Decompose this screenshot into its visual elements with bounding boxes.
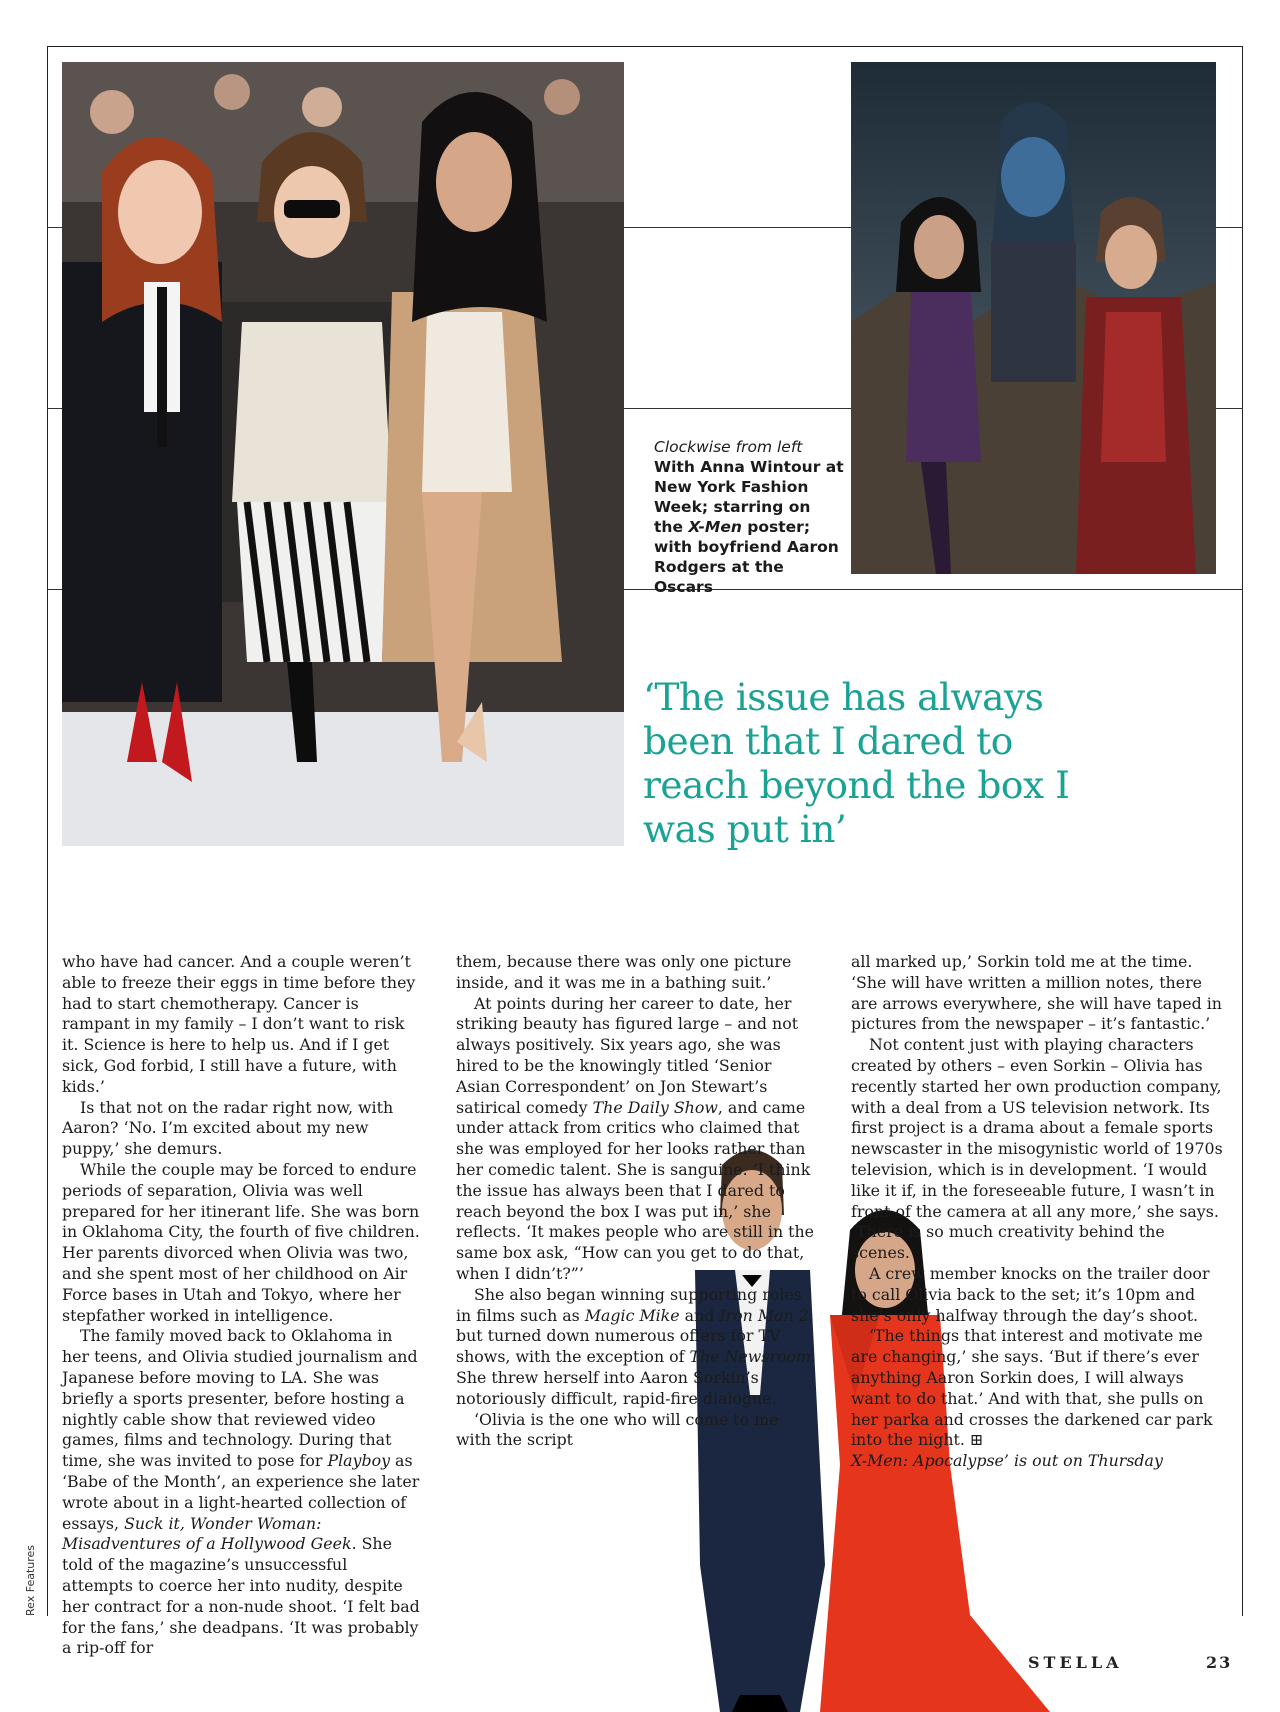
article-paragraph [62, 1098, 422, 1160]
italic-text: X-Men: Apocalypse [851, 1451, 1004, 1471]
paragraph-text: . She threw herself into Aaron Sorkin’s notoriously difficult, rapid-fire dialogue. [456, 1347, 816, 1408]
italic-text: Iron Man 2 [719, 1305, 809, 1325]
page-number: 23 [1206, 1653, 1233, 1672]
article-paragraph [851, 1035, 1223, 1264]
paragraph-text: A crew member knocks on the trailer door to call Olivia back to the set; it’s 10pm and she’s only halfway through the day’s shoot. [851, 1263, 1210, 1325]
paragraph-text: and [679, 1305, 720, 1325]
article-paragraph [456, 994, 816, 1285]
article-paragraph [851, 1451, 1223, 1472]
paragraph-text: , and came under attack from critics who claimed that she was employed for her looks rather than her comedic talent. She is sanguine. ‘I think the issue has always been that I dared to reach beyond the box I was put in,’ she reflects. ‘It makes people who are still in the same box ask, “How can you get to do that, when I didn’t?”’ [456, 1097, 815, 1283]
paragraph-text: , but turned down numerous offers for TV shows, with the exception of [456, 1305, 814, 1367]
article-paragraph [851, 1264, 1223, 1326]
italic-text: Playboy [327, 1451, 391, 1471]
article-column-2 [456, 952, 816, 1451]
paragraph-text: Not content just with playing characters created by others – even Sorkin – Olivia has recently started her own production company, with a deal from a US television network. Its first project is a drama about a female sports newscaster in the misogynistic world of 1970s television, which is in development. ‘I would like it if, in the foreseeable future, I wasn’t in front of the camera at all any more,’ she says. ‘There is so much creativity behind the scenes.’ [851, 1035, 1223, 1263]
italic-text: The Newsroom [689, 1347, 811, 1367]
photo-credit: Rex Features [24, 1544, 37, 1616]
article-paragraph [456, 1285, 816, 1410]
paragraph-text: While the couple may be forced to endure periods of separation, Olivia was well prepared for her itinerant life. She was born in Oklahoma City, the fourth of five children. Her parents divorced when Olivia was two, and she spent most of her childhood on Air Force bases in Utah and Tokyo, where her stepfather worked in intelligence. [62, 1159, 420, 1325]
xmen-poster-photo [851, 62, 1216, 574]
paragraph-text: She also began winning supporting roles in films such as [456, 1284, 802, 1325]
italic-text: Magic Mike [584, 1305, 680, 1325]
paragraph-text: At points during her career to date, her striking beauty has figured large – and not always positively. Six years ago, she was hired to be the knowingly titled ‘Senior Asian Correspondent’ on Jon Stewart’s satirical comedy [456, 993, 799, 1117]
article-paragraph [851, 952, 1223, 1035]
paragraph-text: them, because there was only one picture inside, and it was me in a bathing suit.’ [456, 952, 792, 992]
article-column-3 [851, 952, 1223, 1472]
article-paragraph [456, 1410, 816, 1452]
caption-lead: Clockwise from left [654, 438, 803, 456]
italic-text: Suck it, Wonder Woman: Misadventures of a Hollywood Geek [62, 1513, 352, 1554]
italic-text: The Daily Show [592, 1097, 718, 1117]
caption-body [654, 458, 844, 596]
article-paragraph [851, 1326, 1223, 1451]
article-paragraph [62, 952, 422, 1098]
paragraph-text: all marked up,’ Sorkin told me at the time. ‘She will have written a million notes, there are arrows everywhere, she will have taped in pictures from the newspaper – it’s fantastic.’ [851, 952, 1222, 1034]
paragraph-text: Is that not on the radar right now, with Aaron? ‘No. I’m excited about my new puppy,’ she demurs. [62, 1097, 394, 1159]
photo-caption [654, 437, 844, 597]
article-paragraph [456, 952, 816, 994]
article-column-1 [62, 952, 422, 1659]
paragraph-text: who have had cancer. And a couple weren’t able to freeze their eggs in time before they had to start chemotherapy. Cancer is rampant in my family – I don’t want to risk it. Science is here to help us. And if I get sick, God forbid, I still have a future, with kids.’ [62, 952, 416, 1096]
caption-italic: X-Men [688, 518, 742, 536]
paragraph-text: The family moved back to Oklahoma in her teens, and Olivia studied journalism and Japanese before moving to LA. She was briefly a sports presenter, before hosting a nightly cable show that reviewed video games, films and technology. During that time, she was invited to pose for [62, 1326, 418, 1471]
paragraph-text: as ‘Babe of the Month’, an experience she later wrote about in a light-hearted collection of essays, [62, 1451, 420, 1533]
caption-text: With Anna Wintour at New York Fashion Week; starring on the [654, 458, 844, 536]
paragraph-text: . She told of the magazine’s unsuccessful attempts to coerce her into nudity, despite her contract for a non-nude shoot. ‘I felt bad for the fans,’ she deadpans. ‘It was probably a rip-off for [62, 1534, 420, 1658]
article-paragraph [62, 1160, 422, 1326]
magazine-name: STELLA [1028, 1653, 1123, 1672]
fashion-week-photo [62, 62, 624, 846]
italic-text: ’ is out on Thursday [1003, 1451, 1163, 1471]
paragraph-text: ‘The things that interest and motivate me are changing,’ she says. ‘But if there’s ever anything Aaron Sorkin does, I will always want to do that.’ And with that, she pulls on her parka and crosses the darkened car park into the night. ⊞ [851, 1326, 1213, 1450]
paragraph-text: ‘Olivia is the one who will come to me with the script [456, 1409, 779, 1450]
caption-text: poster; with boyfriend Aaron Rodgers at the Oscars [654, 518, 839, 596]
pull-quote: ‘The issue has always been that I dared to reach beyond the box I was put in’ [643, 675, 1070, 851]
article-paragraph [62, 1326, 422, 1659]
